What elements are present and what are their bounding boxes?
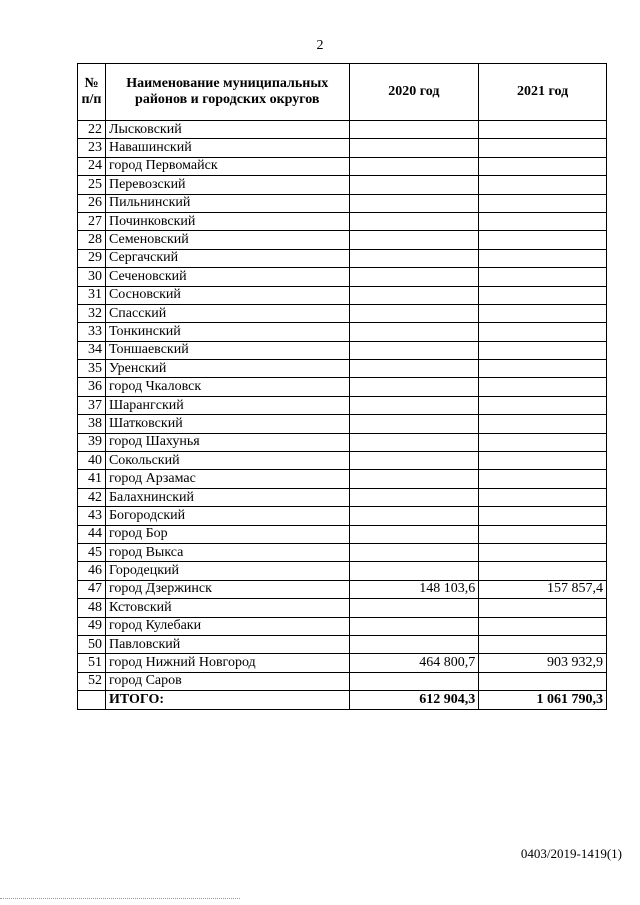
table-body bbox=[78, 121, 607, 691]
row-name: Городецкий bbox=[105, 562, 349, 580]
row-2021 bbox=[479, 378, 607, 396]
row-name: Навашинский bbox=[105, 139, 349, 157]
row-name: город Кулебаки bbox=[105, 617, 349, 635]
row-2020 bbox=[349, 194, 479, 212]
row-2020 bbox=[349, 525, 479, 543]
row-num: 41 bbox=[78, 470, 106, 488]
table-row bbox=[78, 525, 607, 543]
row-num: 24 bbox=[78, 157, 106, 175]
row-name: город Нижний Новгород bbox=[105, 654, 349, 672]
row-name: Лысковский bbox=[105, 121, 349, 139]
row-num: 49 bbox=[78, 617, 106, 635]
table-row bbox=[78, 507, 607, 525]
budget-table bbox=[77, 63, 607, 710]
row-2021 bbox=[479, 360, 607, 378]
table-row bbox=[78, 121, 607, 139]
row-2020 bbox=[349, 562, 479, 580]
table-row bbox=[78, 488, 607, 506]
row-2021 bbox=[479, 433, 607, 451]
table-row bbox=[78, 654, 607, 672]
row-2020 bbox=[349, 286, 479, 304]
row-name: Спасский bbox=[105, 304, 349, 322]
row-2020 bbox=[349, 360, 479, 378]
row-num: 23 bbox=[78, 139, 106, 157]
row-name: Сокольский bbox=[105, 452, 349, 470]
header-2020: 2020 год bbox=[349, 64, 479, 121]
row-2020 bbox=[349, 157, 479, 175]
row-2020 bbox=[349, 231, 479, 249]
row-2020 bbox=[349, 341, 479, 359]
row-num: 29 bbox=[78, 249, 106, 267]
row-name: город Выкса bbox=[105, 543, 349, 561]
row-2021 bbox=[479, 635, 607, 653]
table-row bbox=[78, 157, 607, 175]
row-2020 bbox=[349, 249, 479, 267]
row-2021 bbox=[479, 415, 607, 433]
row-2021 bbox=[479, 231, 607, 249]
row-num: 52 bbox=[78, 672, 106, 690]
row-name: город Чкаловск bbox=[105, 378, 349, 396]
row-2021 bbox=[479, 470, 607, 488]
table-row bbox=[78, 562, 607, 580]
row-name: город Арзамас bbox=[105, 470, 349, 488]
table-row bbox=[78, 543, 607, 561]
total-row bbox=[78, 691, 607, 709]
row-name: Тоншаевский bbox=[105, 341, 349, 359]
total-2020: 612 904,3 bbox=[349, 691, 479, 709]
row-2021 bbox=[479, 525, 607, 543]
row-num: 50 bbox=[78, 635, 106, 653]
row-num: 28 bbox=[78, 231, 106, 249]
row-num: 35 bbox=[78, 360, 106, 378]
row-2021 bbox=[479, 599, 607, 617]
table-row bbox=[78, 452, 607, 470]
row-num: 30 bbox=[78, 268, 106, 286]
row-name: город Саров bbox=[105, 672, 349, 690]
row-name: Тонкинский bbox=[105, 323, 349, 341]
row-2020 bbox=[349, 635, 479, 653]
row-2020 bbox=[349, 121, 479, 139]
row-2021 bbox=[479, 341, 607, 359]
row-2021 bbox=[479, 488, 607, 506]
row-2020 bbox=[349, 396, 479, 414]
row-2020 bbox=[349, 672, 479, 690]
row-2021 bbox=[479, 672, 607, 690]
document-code: 0403/2019-1419(1) bbox=[520, 846, 622, 861]
row-num: 32 bbox=[78, 304, 106, 322]
row-2021 bbox=[479, 121, 607, 139]
table-row bbox=[78, 599, 607, 617]
row-name: город Первомайск bbox=[105, 157, 349, 175]
table-row bbox=[78, 231, 607, 249]
row-name: Уренский bbox=[105, 360, 349, 378]
row-2020 bbox=[349, 139, 479, 157]
row-2021 bbox=[479, 452, 607, 470]
row-num: 31 bbox=[78, 286, 106, 304]
table-row bbox=[78, 433, 607, 451]
table-row bbox=[78, 212, 607, 230]
row-num: 40 bbox=[78, 452, 106, 470]
row-num: 48 bbox=[78, 599, 106, 617]
table-row bbox=[78, 378, 607, 396]
row-2020: 148 103,6 bbox=[349, 580, 479, 598]
row-2020 bbox=[349, 176, 479, 194]
row-2020 bbox=[349, 507, 479, 525]
row-2021 bbox=[479, 304, 607, 322]
total-label: ИТОГО: bbox=[105, 691, 349, 709]
row-2020 bbox=[349, 543, 479, 561]
row-name: город Шахунья bbox=[105, 433, 349, 451]
row-2020: 464 800,7 bbox=[349, 654, 479, 672]
row-num: 37 bbox=[78, 396, 106, 414]
row-2020 bbox=[349, 212, 479, 230]
row-2020 bbox=[349, 488, 479, 506]
table-row bbox=[78, 360, 607, 378]
row-2021 bbox=[479, 562, 607, 580]
table-row bbox=[78, 415, 607, 433]
row-name: Балахнинский bbox=[105, 488, 349, 506]
table-row bbox=[78, 249, 607, 267]
row-num: 38 bbox=[78, 415, 106, 433]
row-name: Кстовский bbox=[105, 599, 349, 617]
row-num: 45 bbox=[78, 543, 106, 561]
row-num: 22 bbox=[78, 121, 106, 139]
row-2020 bbox=[349, 304, 479, 322]
row-2020 bbox=[349, 323, 479, 341]
row-num: 25 bbox=[78, 176, 106, 194]
table-row bbox=[78, 139, 607, 157]
row-2021 bbox=[479, 268, 607, 286]
table-row bbox=[78, 176, 607, 194]
row-2020 bbox=[349, 470, 479, 488]
row-name: Перевозский bbox=[105, 176, 349, 194]
table-row bbox=[78, 470, 607, 488]
total-num-cell bbox=[78, 691, 106, 709]
row-2021 bbox=[479, 139, 607, 157]
table-row bbox=[78, 323, 607, 341]
row-num: 26 bbox=[78, 194, 106, 212]
row-name: Павловский bbox=[105, 635, 349, 653]
row-name: Сосновский bbox=[105, 286, 349, 304]
row-name: Семеновский bbox=[105, 231, 349, 249]
row-name: Сергачский bbox=[105, 249, 349, 267]
scan-footer-line bbox=[0, 898, 240, 900]
row-2021 bbox=[479, 194, 607, 212]
total-2021: 1 061 790,3 bbox=[479, 691, 607, 709]
row-name: Богородский bbox=[105, 507, 349, 525]
row-name: Пильнинский bbox=[105, 194, 349, 212]
row-2021: 157 857,4 bbox=[479, 580, 607, 598]
table-row bbox=[78, 635, 607, 653]
row-2021 bbox=[479, 212, 607, 230]
row-num: 39 bbox=[78, 433, 106, 451]
row-num: 43 bbox=[78, 507, 106, 525]
table-row bbox=[78, 268, 607, 286]
table-row bbox=[78, 617, 607, 635]
row-num: 46 bbox=[78, 562, 106, 580]
row-name: Шатковский bbox=[105, 415, 349, 433]
row-2021 bbox=[479, 286, 607, 304]
header-num: № п/п bbox=[78, 64, 106, 121]
row-num: 27 bbox=[78, 212, 106, 230]
row-2021 bbox=[479, 323, 607, 341]
row-2020 bbox=[349, 415, 479, 433]
table-row bbox=[78, 304, 607, 322]
row-num: 36 bbox=[78, 378, 106, 396]
row-2020 bbox=[349, 433, 479, 451]
row-2020 bbox=[349, 599, 479, 617]
table-row bbox=[78, 194, 607, 212]
row-2021: 903 932,9 bbox=[479, 654, 607, 672]
row-num: 47 bbox=[78, 580, 106, 598]
row-2021 bbox=[479, 249, 607, 267]
table-row bbox=[78, 672, 607, 690]
row-name: Шарангский bbox=[105, 396, 349, 414]
row-2020 bbox=[349, 452, 479, 470]
row-2020 bbox=[349, 268, 479, 286]
row-2020 bbox=[349, 378, 479, 396]
row-num: 42 bbox=[78, 488, 106, 506]
table-row bbox=[78, 580, 607, 598]
table-row bbox=[78, 396, 607, 414]
row-2021 bbox=[479, 543, 607, 561]
table-header-row bbox=[78, 64, 607, 121]
header-name: Наименование муниципальных районов и городских округов bbox=[105, 64, 349, 121]
page-number: 2 bbox=[316, 38, 324, 53]
row-num: 44 bbox=[78, 525, 106, 543]
row-2020 bbox=[349, 617, 479, 635]
row-2021 bbox=[479, 176, 607, 194]
row-name: город Дзержинск bbox=[105, 580, 349, 598]
row-2021 bbox=[479, 157, 607, 175]
table-row bbox=[78, 286, 607, 304]
table-row bbox=[78, 341, 607, 359]
row-num: 51 bbox=[78, 654, 106, 672]
row-2021 bbox=[479, 507, 607, 525]
row-name: Сеченовский bbox=[105, 268, 349, 286]
row-2021 bbox=[479, 396, 607, 414]
row-num: 33 bbox=[78, 323, 106, 341]
row-name: город Бор bbox=[105, 525, 349, 543]
header-2021: 2021 год bbox=[479, 64, 607, 121]
row-name: Починковский bbox=[105, 212, 349, 230]
row-2021 bbox=[479, 617, 607, 635]
row-num: 34 bbox=[78, 341, 106, 359]
